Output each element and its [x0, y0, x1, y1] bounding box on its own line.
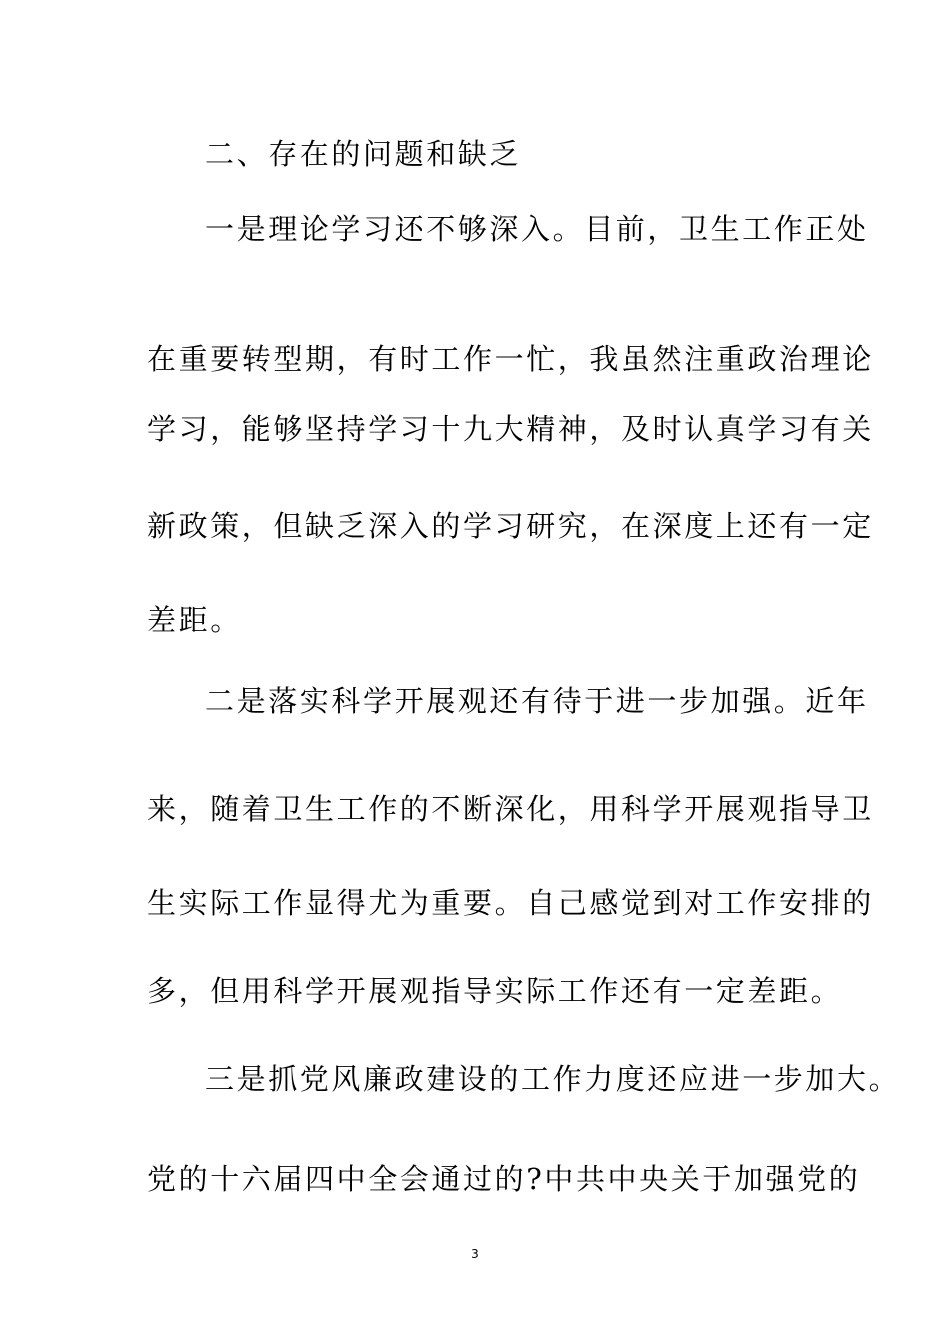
- paragraph-line: 来，随着卫生工作的不断深化，用科学开展观指导卫: [147, 792, 874, 826]
- paragraph-line: 生实际工作显得尤为重要。自己感觉到对工作安排的: [147, 886, 874, 920]
- paragraph-line: 党的十六届四中全会通过的?中共中央关于加强党的: [147, 1162, 861, 1196]
- page-number: 3: [471, 1247, 479, 1261]
- paragraph-line: 三是抓党风廉政建设的工作力度还应进一步加大。: [205, 1062, 901, 1096]
- paragraph-line: 在重要转型期，有时工作一忙，我虽然注重政治理论: [147, 342, 874, 376]
- paragraph-line: 二是落实科学开展观还有待于进一步加强。近年: [205, 684, 869, 718]
- paragraph-line: 新政策，但缺乏深入的学习研究，在深度上还有一定: [147, 509, 874, 543]
- section-heading: 二、存在的问题和缺乏: [205, 137, 522, 171]
- paragraph-line: 多，但用科学开展观指导实际工作还有一定差距。: [147, 974, 843, 1008]
- paragraph-line: 学习，能够坚持学习十九大精神，及时认真学习有关: [147, 412, 874, 446]
- paragraph-line: 一是理论学习还不够深入。目前，卫生工作正处: [205, 212, 869, 246]
- paragraph-line: 差距。: [147, 603, 242, 637]
